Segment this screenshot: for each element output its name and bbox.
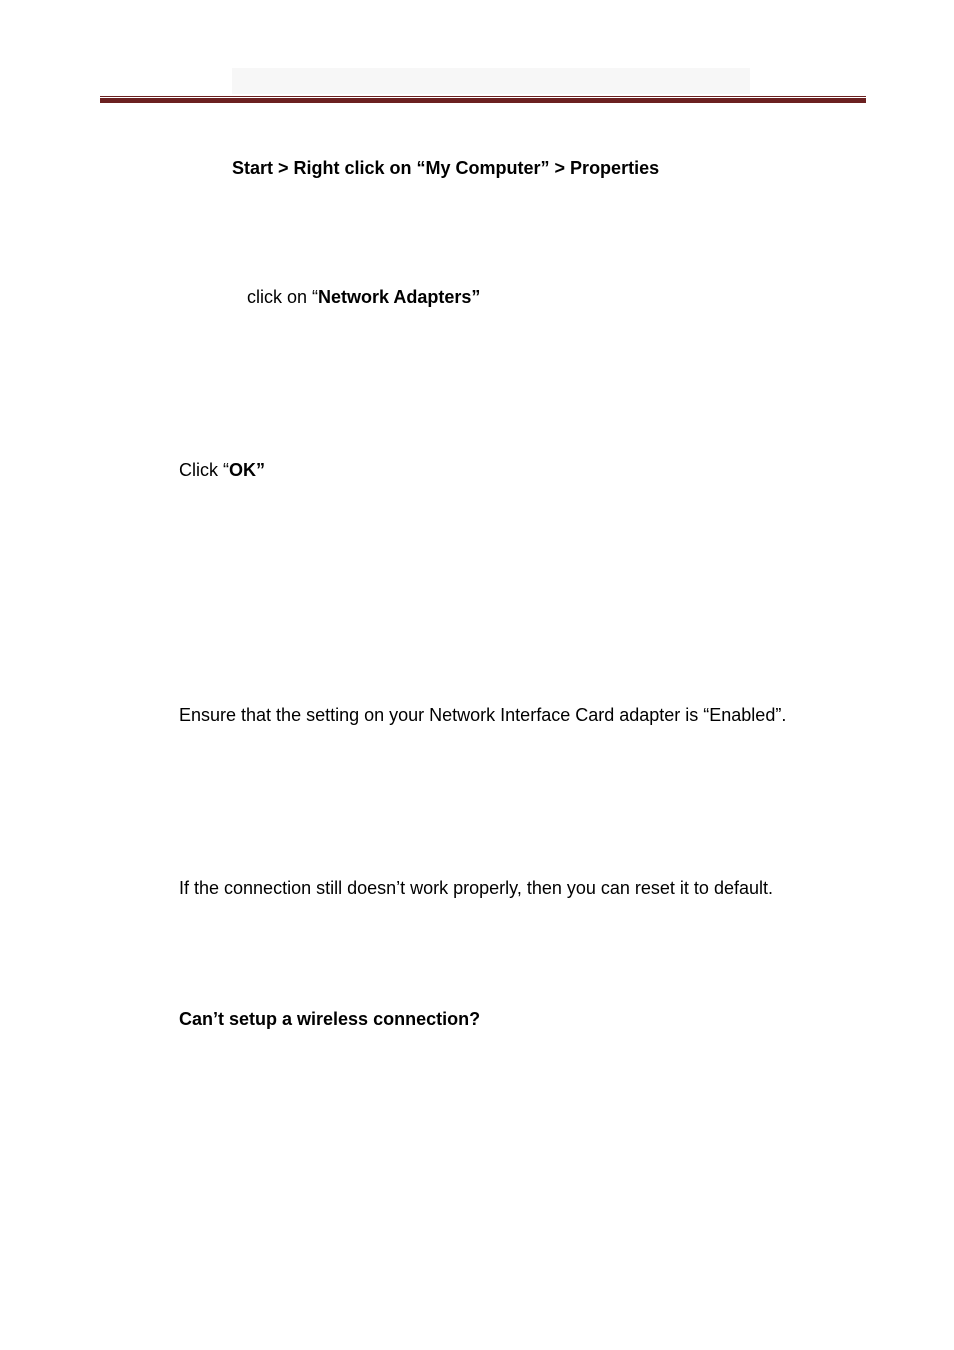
reset-note: If the connection still doesn’t work properly, then you can reset it to default. bbox=[179, 878, 773, 898]
header-rule-thin bbox=[100, 96, 866, 97]
click-ok-prefix: Click “ bbox=[179, 460, 229, 480]
network-adapters-instruction bbox=[247, 286, 480, 308]
enabled-note: Ensure that the setting on your Network Interface Card adapter is “Enabled”. bbox=[179, 705, 787, 725]
step-path-instruction: Start > Right click on “My Computer” > Properties bbox=[232, 158, 660, 178]
wireless-heading: Can’t setup a wireless connection? bbox=[179, 1009, 481, 1029]
network-adapters-label: Network Adapters” bbox=[318, 287, 481, 307]
page-header-band bbox=[232, 68, 750, 94]
header-rule-thick bbox=[100, 98, 866, 103]
network-adapters-prefix: click on “ bbox=[247, 287, 319, 307]
ok-label: OK” bbox=[229, 460, 265, 480]
click-ok-instruction bbox=[179, 459, 265, 481]
